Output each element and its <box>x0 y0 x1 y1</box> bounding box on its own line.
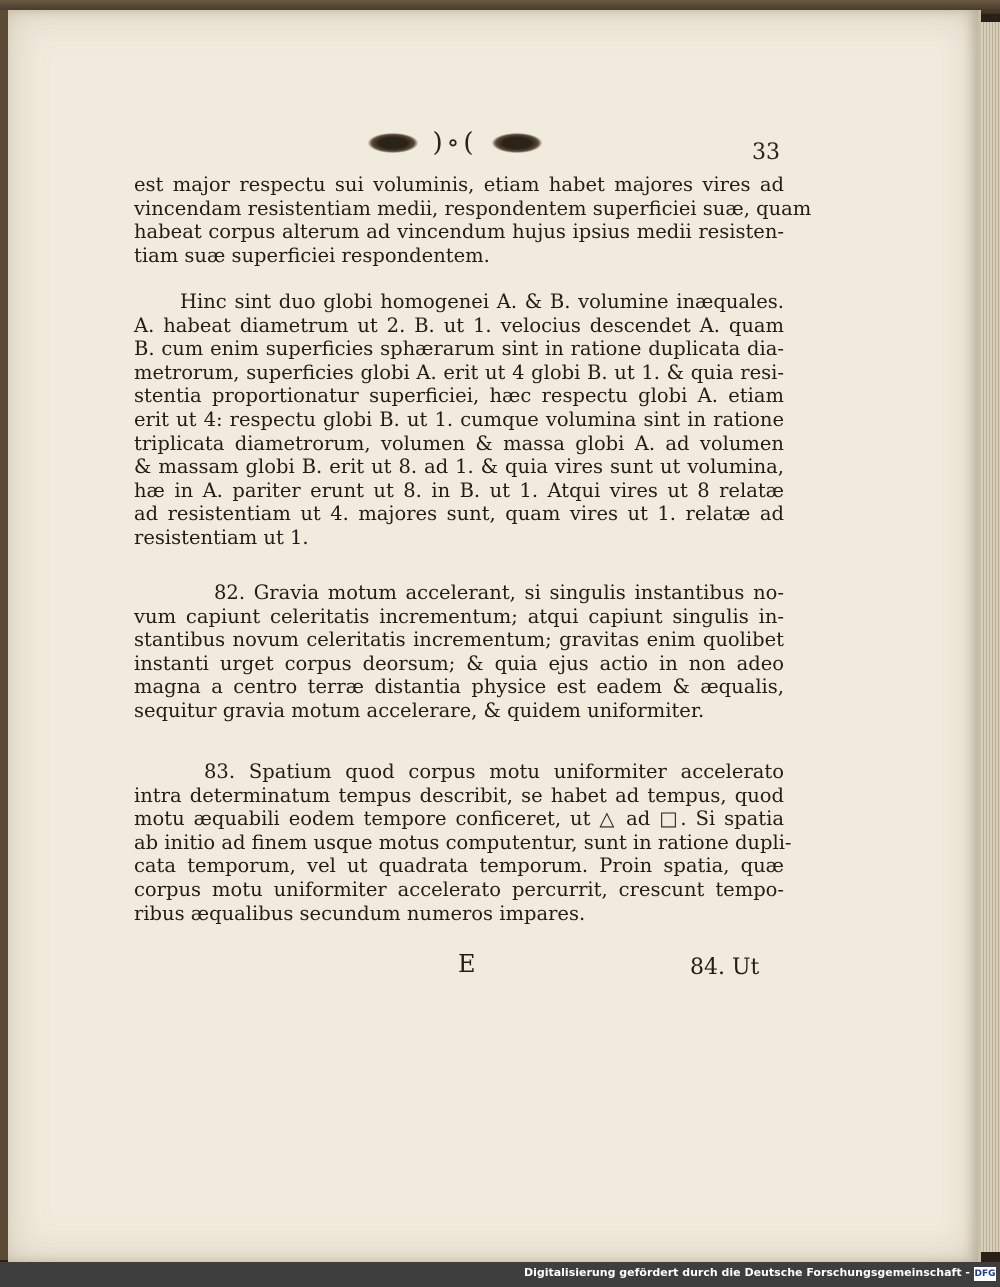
text-line: triplicata diametrorum, volumen & massa globi A. ad volumen <box>134 431 784 455</box>
text-line: habeat corpus alterum ad vincendum hujus ipsius medii resisten- <box>134 220 784 244</box>
text-line: est major respectu sui voluminis, etiam habet majores vires ad <box>134 173 784 196</box>
text-line: Hinc sint duo globi homogenei A. & B. volumine inæquales. <box>180 290 784 313</box>
text-line: motu æquabili eodem tempore conficeret, ut △ ad □. Si spatia <box>134 807 784 831</box>
text-line: sequitur gravia motum accelerare, & quidem uniformiter. <box>134 698 705 722</box>
paragraph-section-83 <box>134 760 792 925</box>
footer-credit: Digitalisierung gefördert durch die Deutsche Forschungsgemeinschaft - <box>523 1266 970 1279</box>
text-line: vincendam resistentiam medii, respondentem superficiei suæ, quam <box>134 196 812 220</box>
page-stack-edge <box>978 22 1000 1252</box>
text-line: resistentiam ut 1. <box>134 525 309 549</box>
text-line: intra determinatum tempus describit, se habet ad tempus, quod <box>134 783 784 807</box>
text-line: ab initio ad finem usque motus computentur, sunt in ratione dupli- <box>134 830 792 854</box>
text-line: 83. Spatium quod corpus motu uniformiter accelerato <box>204 760 784 783</box>
ornament-right-icon <box>492 133 542 153</box>
text-line: vum capiunt celeritatis incrementum; atqui capiunt singulis in- <box>134 604 784 628</box>
ornament-center: )∘( <box>432 128 478 158</box>
text-line: cata temporum, vel ut quadrata temporum. Proin spatia, quæ <box>134 854 784 878</box>
text-line: stentia proportionatur superficiei, hæc respectu globi A. etiam <box>134 384 784 408</box>
page-number: 33 <box>752 140 780 165</box>
text-line: A. habeat diametrum ut 2. B. ut 1. velocius descendet A. quam <box>134 313 784 337</box>
paragraph-continuation <box>134 173 812 267</box>
text-line: erit ut 4: respectu globi B. ut 1. cumque volumina sint in ratione <box>134 407 784 431</box>
text-line: hæ in A. pariter erunt ut 8. in B. ut 1. Atqui vires ut 8 relatæ <box>134 478 784 502</box>
ornament-left-icon <box>368 133 418 153</box>
text-line: & massam globi B. erit ut 8. ad 1. & quia vires sunt ut volumina, <box>134 455 784 479</box>
text-line: 82. Gravia motum accelerant, si singulis instantibus no- <box>214 581 784 604</box>
header-ornament <box>340 128 570 158</box>
text-line: tiam suæ superficiei respondentem. <box>134 243 490 267</box>
text-line: corpus motu uniformiter accelerato percurrit, crescunt tempo- <box>134 877 784 901</box>
text-line: instanti urget corpus deorsum; & quia ejus actio in non adeo <box>134 651 784 675</box>
signature-mark: E <box>458 950 476 978</box>
text-line: magna a centro terræ distantia physice est eadem & æqualis, <box>134 675 784 699</box>
text-line: stantibus novum celeritatis incrementum; gravitas enim quolibet <box>134 628 784 652</box>
paragraph-hinc <box>134 290 784 550</box>
text-line: ad resistentiam ut 4. majores sunt, quam vires ut 1. relatæ ad <box>134 502 784 526</box>
catchword: 84. Ut <box>690 955 760 980</box>
paragraph-section-82 <box>134 581 784 723</box>
text-line: ribus æqualibus secundum numeros impares. <box>134 901 586 925</box>
text-line: metrorum, superficies globi A. erit ut 4 globi B. ut 1. & quia resi- <box>134 360 784 384</box>
dfg-logo-icon: DFG <box>974 1269 996 1279</box>
text-line: B. cum enim superficies sphærarum sint in ratione duplicata dia- <box>134 337 784 361</box>
